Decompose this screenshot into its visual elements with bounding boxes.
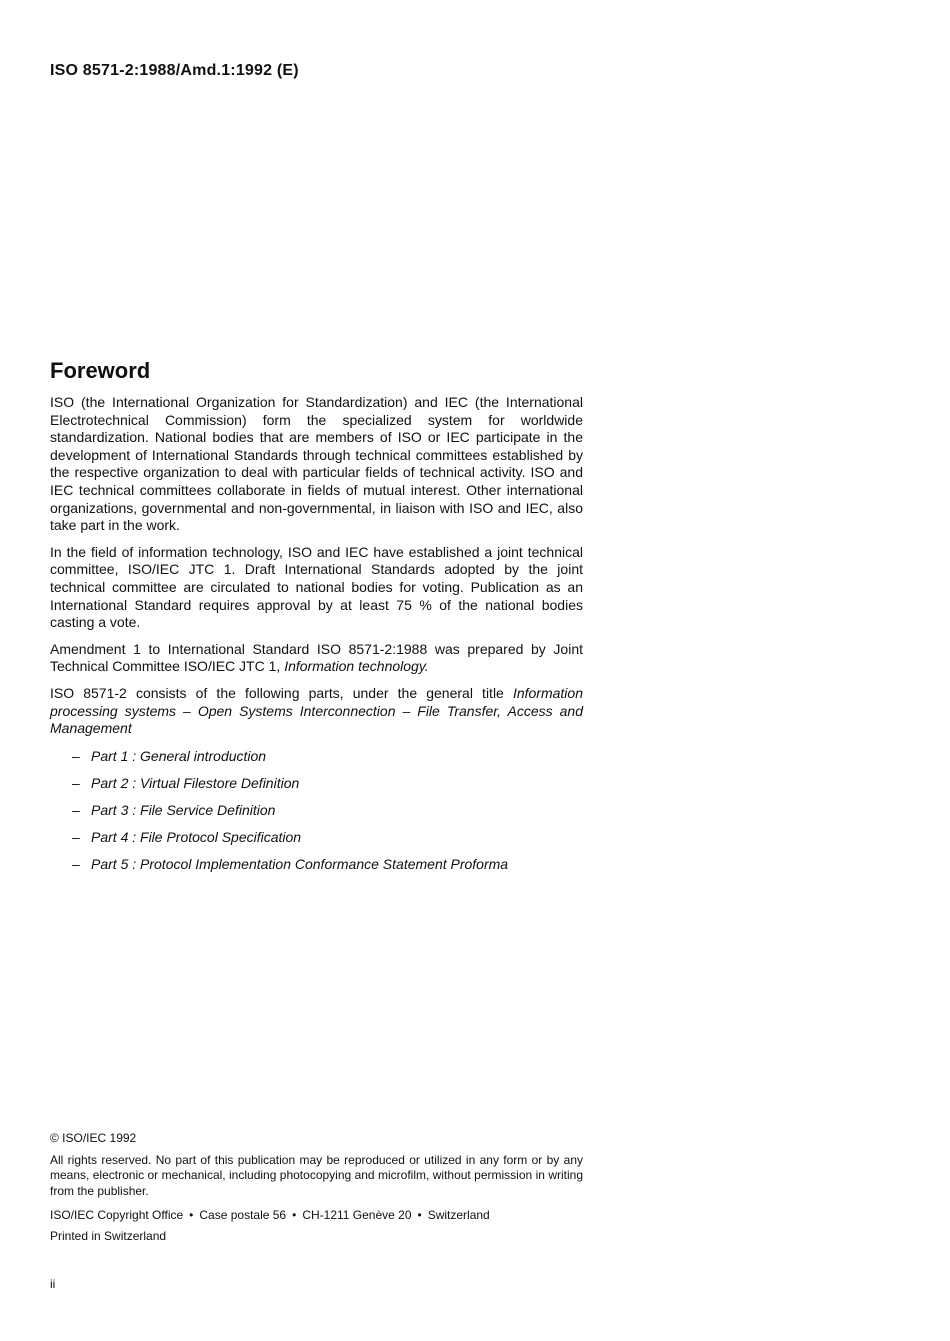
office-postbox: Case postale 56	[199, 1208, 287, 1222]
document-header: ISO 8571-2:1988/Amd.1:1992 (E)	[50, 62, 299, 79]
list-dash: –	[72, 774, 80, 791]
list-item	[50, 856, 583, 874]
paragraph-3-text: Amendment 1 to International Standard ISO 8571-2:1988 was prepared by Joint Technical Committee ISO/IEC JTC 1,	[50, 640, 583, 675]
office-city: CH-1211 Genève 20	[302, 1208, 412, 1222]
part-label: Part 5 : Protocol Implementation Conformance Statement Proforma	[91, 856, 509, 873]
bullet-separator: •	[292, 1208, 297, 1222]
list-item	[50, 829, 583, 847]
foreword-paragraph-1: ISO (the International Organization for Standardization) and IEC (the International Electrotechnical Commission) form the specialized system for worldwide standardization. National bodies that are members of ISO or IEC participate in the development of International Standards through technical committees established by the respective organization to deal with particular fields of technical activity. ISO and IEC technical committees collaborate in fields of mutual interest. Other international organizations, governmental and non-governmental, in liaison with ISO and IEC, also take part in the work.	[50, 394, 583, 534]
list-dash: –	[72, 802, 80, 819]
part-label: Part 4 : File Protocol Specification	[91, 829, 302, 846]
foreword-heading: Foreword	[50, 358, 151, 383]
copyright-notice: © ISO/IEC 1992	[50, 1131, 137, 1145]
list-item	[50, 775, 583, 793]
paragraph-4-italic: Information processing systems – Open Systems Interconnection – File Transfer, Access and Management	[50, 684, 583, 737]
paragraph-3-italic: Information technology.	[284, 658, 429, 675]
foreword-section	[50, 358, 583, 884]
list-dash: –	[72, 856, 80, 873]
office-country: Switzerland	[427, 1208, 490, 1222]
page-number: ii	[50, 1277, 56, 1291]
office-address	[50, 1208, 583, 1224]
foreword-paragraph-2: In the field of information technology, ISO and IEC have established a joint technical committee, ISO/IEC JTC 1. Draft International Standards adopted by the joint technical committee are circulated to national bodies for voting. Publication as an International Standard requires approval by at least 75 % of the national bodies casting a vote.	[50, 543, 583, 631]
foreword-paragraph-4	[50, 685, 583, 738]
part-label: Part 2 : Virtual Filestore Definition	[91, 774, 300, 791]
part-label: Part 1 : General introduction	[91, 747, 267, 764]
copyright-footer	[50, 1131, 583, 1244]
printed-in: Printed in Switzerland	[50, 1228, 167, 1243]
rights-statement: All rights reserved. No part of this publication may be reproduced or utilized in any form or by any means, electronic or mechanical, including photocopying and microfilm, without permission in writing from the publisher.	[50, 1152, 583, 1198]
list-dash: –	[72, 747, 80, 764]
list-item	[50, 802, 583, 820]
bullet-separator: •	[417, 1208, 422, 1222]
list-dash: –	[72, 829, 80, 846]
paragraph-4-text: ISO 8571-2 consists of the following parts, under the general title	[50, 684, 513, 701]
foreword-paragraph-3	[50, 641, 583, 676]
list-item	[50, 748, 583, 766]
bullet-separator: •	[189, 1208, 194, 1222]
parts-list	[50, 748, 583, 874]
part-label: Part 3 : File Service Definition	[91, 802, 276, 819]
office-name: ISO/IEC Copyright Office	[50, 1208, 184, 1222]
